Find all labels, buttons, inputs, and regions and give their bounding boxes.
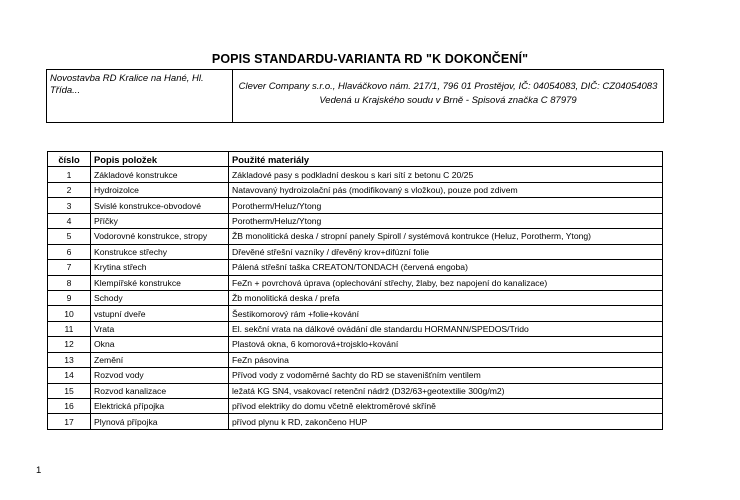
row-materials: přívod plynu k RD, zakončeno HUP [229,414,663,429]
page-number: 1 [36,465,42,476]
table-row [48,182,663,197]
table-row [48,414,663,429]
table-row [48,368,663,383]
row-materials: Přívod vody z vodoměrné šachty do RD se stavenišťním ventilem [229,368,663,383]
row-number: 3 [48,198,91,213]
header-item-description: Popis položek [91,152,229,167]
row-item-description: Elektrická přípojka [91,399,229,414]
row-materials: Porotherm/Heluz/Ytong [229,198,663,213]
row-number: 7 [48,260,91,275]
project-name-cell [47,70,233,122]
table-row [48,306,663,321]
company-info-cell [233,70,663,122]
row-item-description: Krytina střech [91,260,229,275]
table-row [48,260,663,275]
materials-table [47,151,663,430]
table-row [48,275,663,290]
row-number: 17 [48,414,91,429]
table-row [48,352,663,367]
row-item-description: Okna [91,337,229,352]
row-number: 12 [48,337,91,352]
row-number: 10 [48,306,91,321]
row-materials: ŽB monolitická deska / stropní panely Spiroll / systémová kontrukce (Heluz, Porotherm, Ytong) [229,229,663,244]
table-row [48,290,663,305]
row-materials: Žb monolitická deska / prefa [229,290,663,305]
table-header-row [48,152,663,167]
row-number: 15 [48,383,91,398]
project-info-box [46,69,664,123]
row-number: 6 [48,244,91,259]
document-title: POPIS STANDARDU-VARIANTA RD "K DOKONČENÍ" [211,52,529,66]
table-row [48,244,663,259]
row-number: 13 [48,352,91,367]
row-materials: přívod elektriky do domu včetně elektroměrové skříně [229,399,663,414]
row-item-description: Příčky [91,213,229,228]
row-item-description: Schody [91,290,229,305]
row-number: 4 [48,213,91,228]
row-number: 2 [48,182,91,197]
table-row [48,337,663,352]
row-materials: Šestikomorový rám +folie+kování [229,306,663,321]
row-number: 1 [48,167,91,182]
header-number: číslo [48,152,91,167]
row-number: 11 [48,321,91,336]
company-registration: Vedená u Krajského soudu v Brně - Spisová značka C 87979 [319,95,577,106]
table-row [48,321,663,336]
row-number: 14 [48,368,91,383]
project-name-line2: Třída... [50,85,81,96]
row-item-description: Plynová přípojka [91,414,229,429]
row-item-description: Základové konstrukce [91,167,229,182]
row-item-description: Rozvod vody [91,368,229,383]
table-row [48,229,663,244]
header-materials: Použité materiály [229,152,663,167]
row-item-description: Zemění [91,352,229,367]
row-item-description: Konstrukce střechy [91,244,229,259]
row-item-description: Rozvod kanalizace [91,383,229,398]
row-number: 5 [48,229,91,244]
table-row [48,399,663,414]
row-item-description: Vodorovné konstrukce, stropy [91,229,229,244]
table-row [48,383,663,398]
row-materials: Dřevěné střešní vazníky / dřevěný krov+difúzní folie [229,244,663,259]
row-materials: FeZn + povrchová úprava (oplechování střechy, žlaby, bez napojení do kanalizace) [229,275,663,290]
row-materials: Plastová okna, 6 komorová+trojsklo+kování [229,337,663,352]
row-number: 16 [48,399,91,414]
row-item-description: Vrata [91,321,229,336]
row-item-description: Svislé konstrukce-obvodové [91,198,229,213]
row-materials: FeZn pásovina [229,352,663,367]
row-materials: El. sekční vrata na dálkové ovádání dle standardu HORMANN/SPEDOS/Trido [229,321,663,336]
row-item-description: vstupní dveře [91,306,229,321]
row-item-description: Klempířské konstrukce [91,275,229,290]
table-row [48,167,663,182]
row-materials: ležatá KG SN4, vsakovací retenční nádrž (D32/63+geotextilie 300g/m2) [229,383,663,398]
table-row [48,198,663,213]
row-materials: Natavovaný hydroizolační pás (modifikovaný s vložkou), pouze pod zdivem [229,182,663,197]
table-row [48,213,663,228]
row-materials: Základové pasy s podkladní deskou s kari sítí z betonu C 20/25 [229,167,663,182]
row-materials: Pálená střešní taška CREATON/TONDACH (červená engoba) [229,260,663,275]
row-item-description: Hydroizolce [91,182,229,197]
project-name-line1: Novostavba RD Kralice na Hané, Hl. [50,73,204,84]
row-number: 8 [48,275,91,290]
row-materials: Porotherm/Heluz/Ytong [229,213,663,228]
row-number: 9 [48,290,91,305]
company-address: Clever Company s.r.o., Hlaváčkovo nám. 217/1, 796 01 Prostějov, IČ: 04054083, DIČ: CZ04054083 [238,81,658,92]
